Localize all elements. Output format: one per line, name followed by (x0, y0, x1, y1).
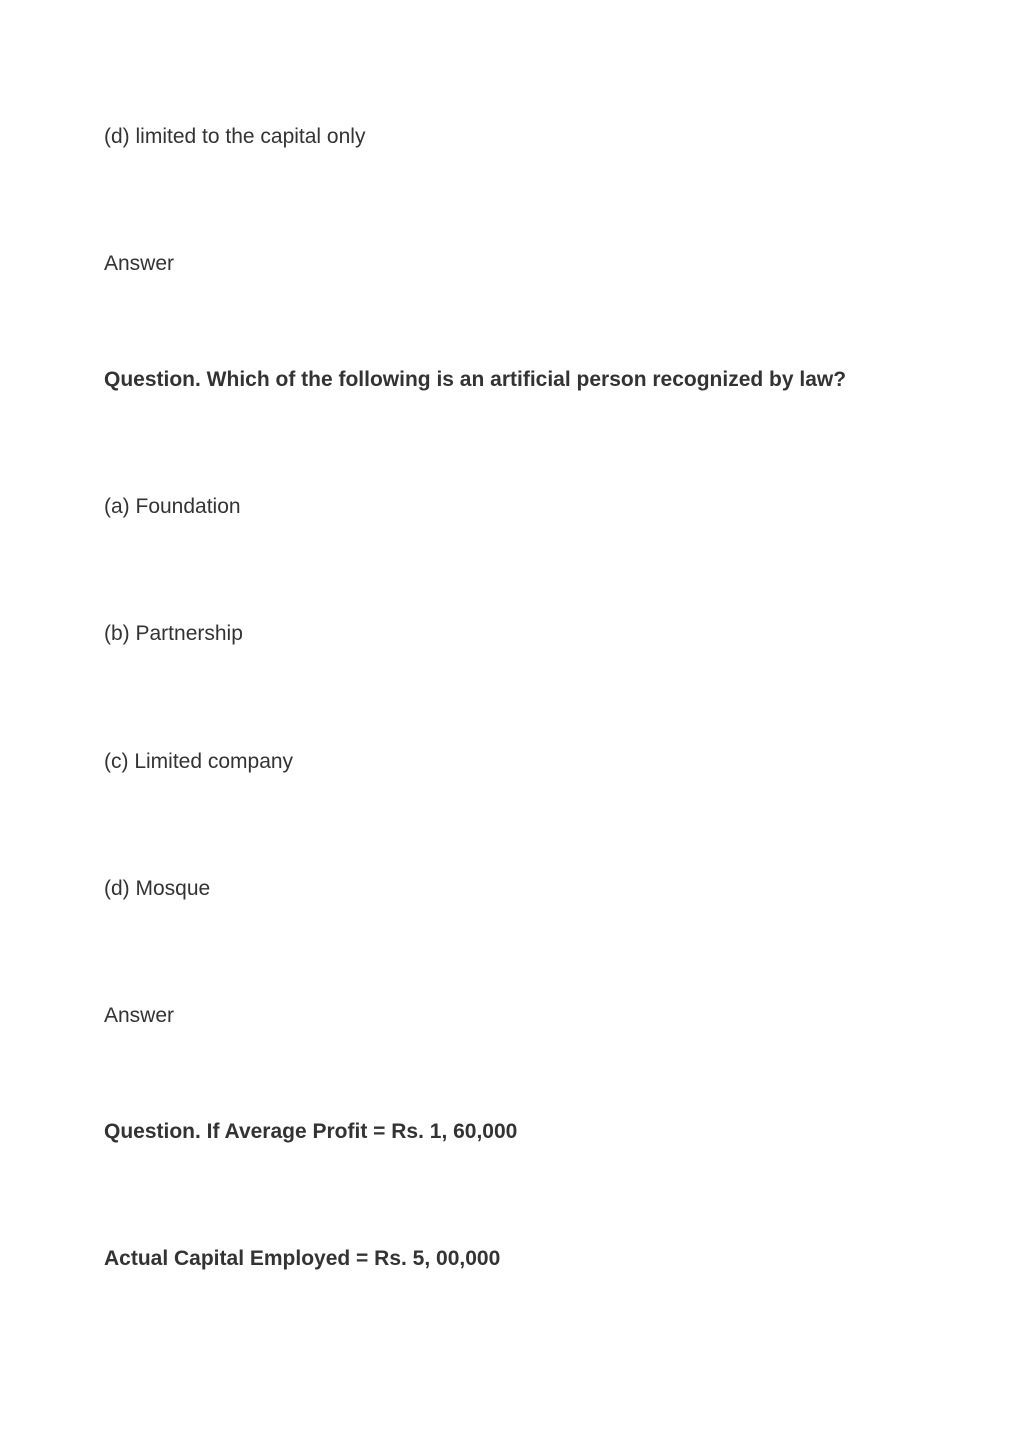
question-text: Question. Which of the following is an artificial person recognized by law? (104, 368, 847, 391)
answer-label: Answer (104, 1004, 175, 1027)
question-text: Question. If Average Profit = Rs. 1, 60,000 (104, 1120, 518, 1143)
option-d-text: (d) limited to the capital only (104, 125, 366, 148)
answer-label: Answer (104, 252, 175, 275)
option-b-text: (b) Partnership (104, 622, 243, 645)
option-d-text: (d) Mosque (104, 877, 211, 900)
option-a-text: (a) Foundation (104, 495, 241, 518)
question-text-continued: Actual Capital Employed = Rs. 5, 00,000 (104, 1247, 501, 1270)
option-c-text: (c) Limited company (104, 750, 294, 773)
